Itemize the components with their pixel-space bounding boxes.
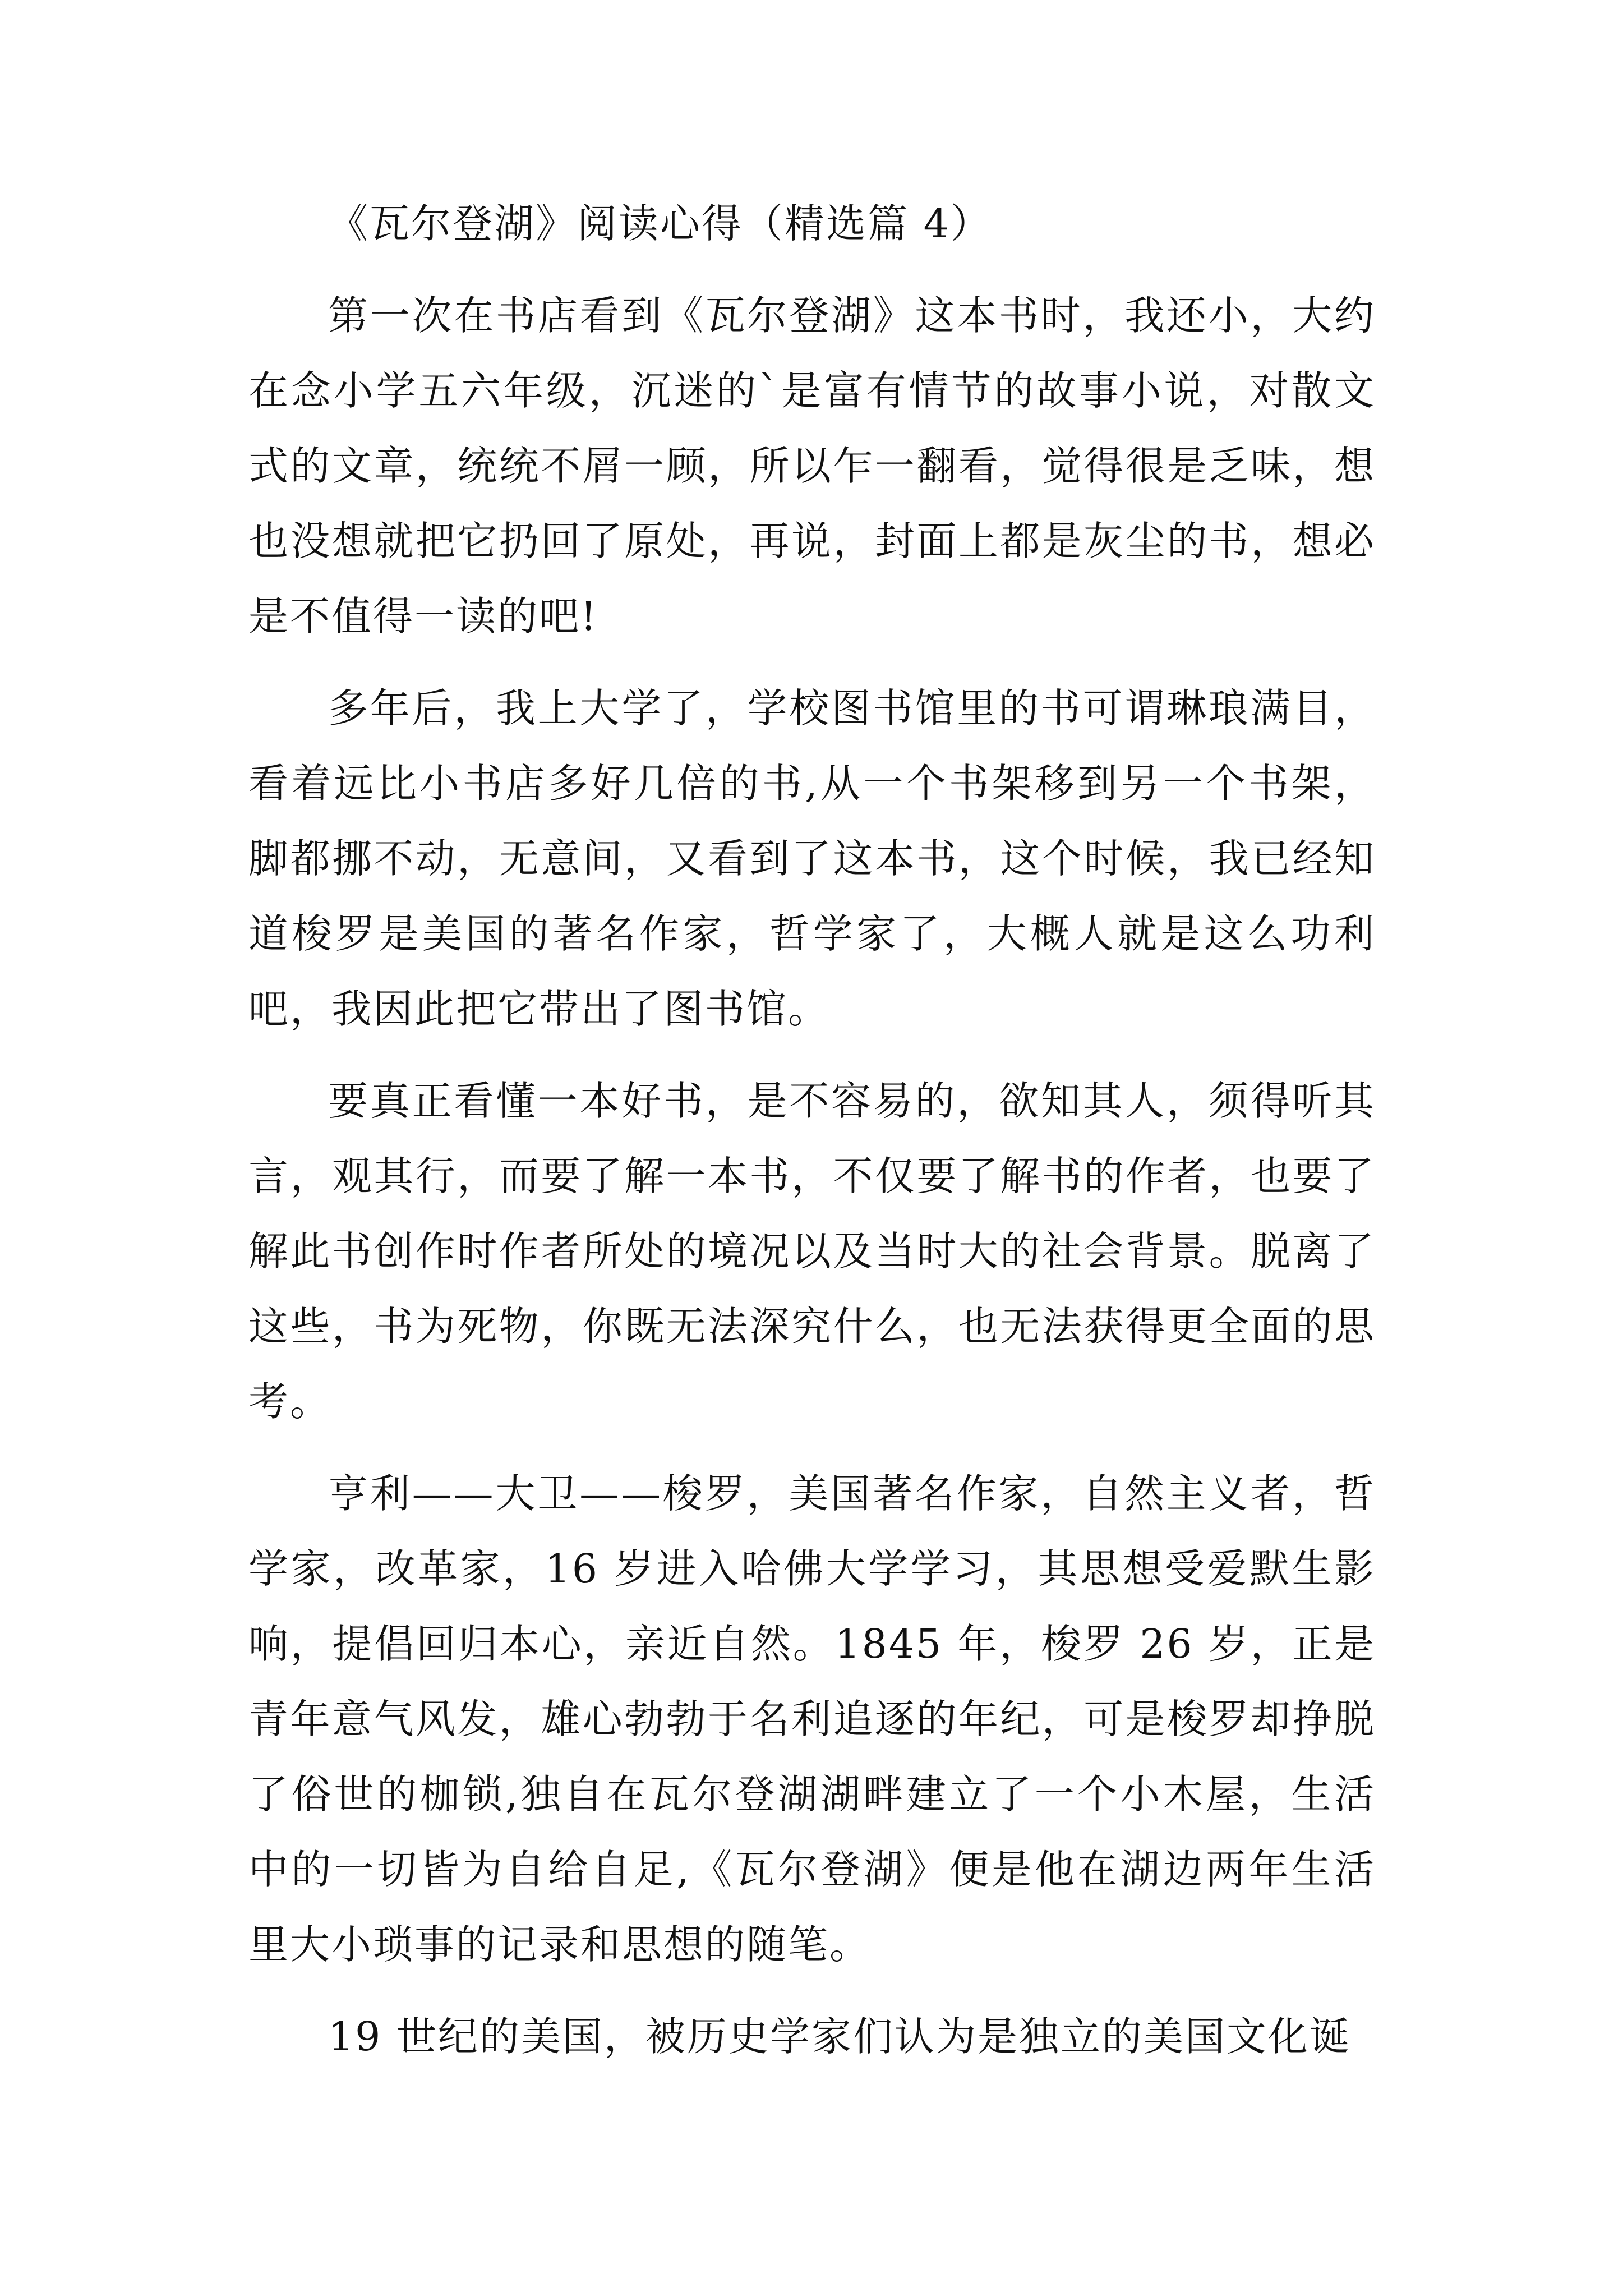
- document-title: 《瓦尔登湖》阅读心得（精选篇 4）: [328, 200, 992, 247]
- paragraph: 第一次在书店看到《瓦尔登湖》这本书时，我还小，大约在念小学五六年级，沉迷的`是富有情节的故事小说，对散文式的文章，统统不屑一顾，所以乍一翻看，觉得很是乏味，想也没想就把它扔回了原处，再说，封面上都是灰尘的书，想必是不值得一读的吧!: [248, 292, 1376, 639]
- paragraph: 要真正看懂一本好书，是不容易的，欲知其人，须得听其言，观其行，而要了解一本书，不仅要了解书的作者，也要了解此书创作时作者所处的境况以及当时大的社会背景。脱离了这些，书为死物，你既无法深究什么，也无法获得更全面的思考。: [248, 1078, 1376, 1425]
- paragraph: 多年后，我上大学了，学校图书馆里的书可谓琳琅满目，看着远比小书店多好几倍的书,从一个书架移到另一个书架，脚都挪不动，无意间，又看到了这本书，这个时候，我已经知道梭罗是美国的著名作家，哲学家了，大概人就是这么功利吧，我因此把它带出了图书馆。: [248, 685, 1376, 1032]
- document-body: [248, 186, 1376, 2074]
- paragraph: 亨利——大卫——梭罗，美国著名作家，自然主义者，哲学家，改革家，16 岁进入哈佛大学学习，其思想受爱默生影响，提倡回归本心，亲近自然。1845 年，梭罗 26 岁，正是青年意气风发，雄心勃勃于名利追逐的年纪，可是梭罗却挣脱了俗世的枷锁,独自在瓦尔登湖湖畔建立了一个小木屋，生活中的一切皆为自给自足,《瓦尔登湖》便是他在湖边两年生活里大小琐事的记录和思想的随笔。: [248, 1470, 1376, 1968]
- paragraph: 19 世纪的美国，被历史学家们认为是独立的美国文化诞: [328, 2013, 1351, 2060]
